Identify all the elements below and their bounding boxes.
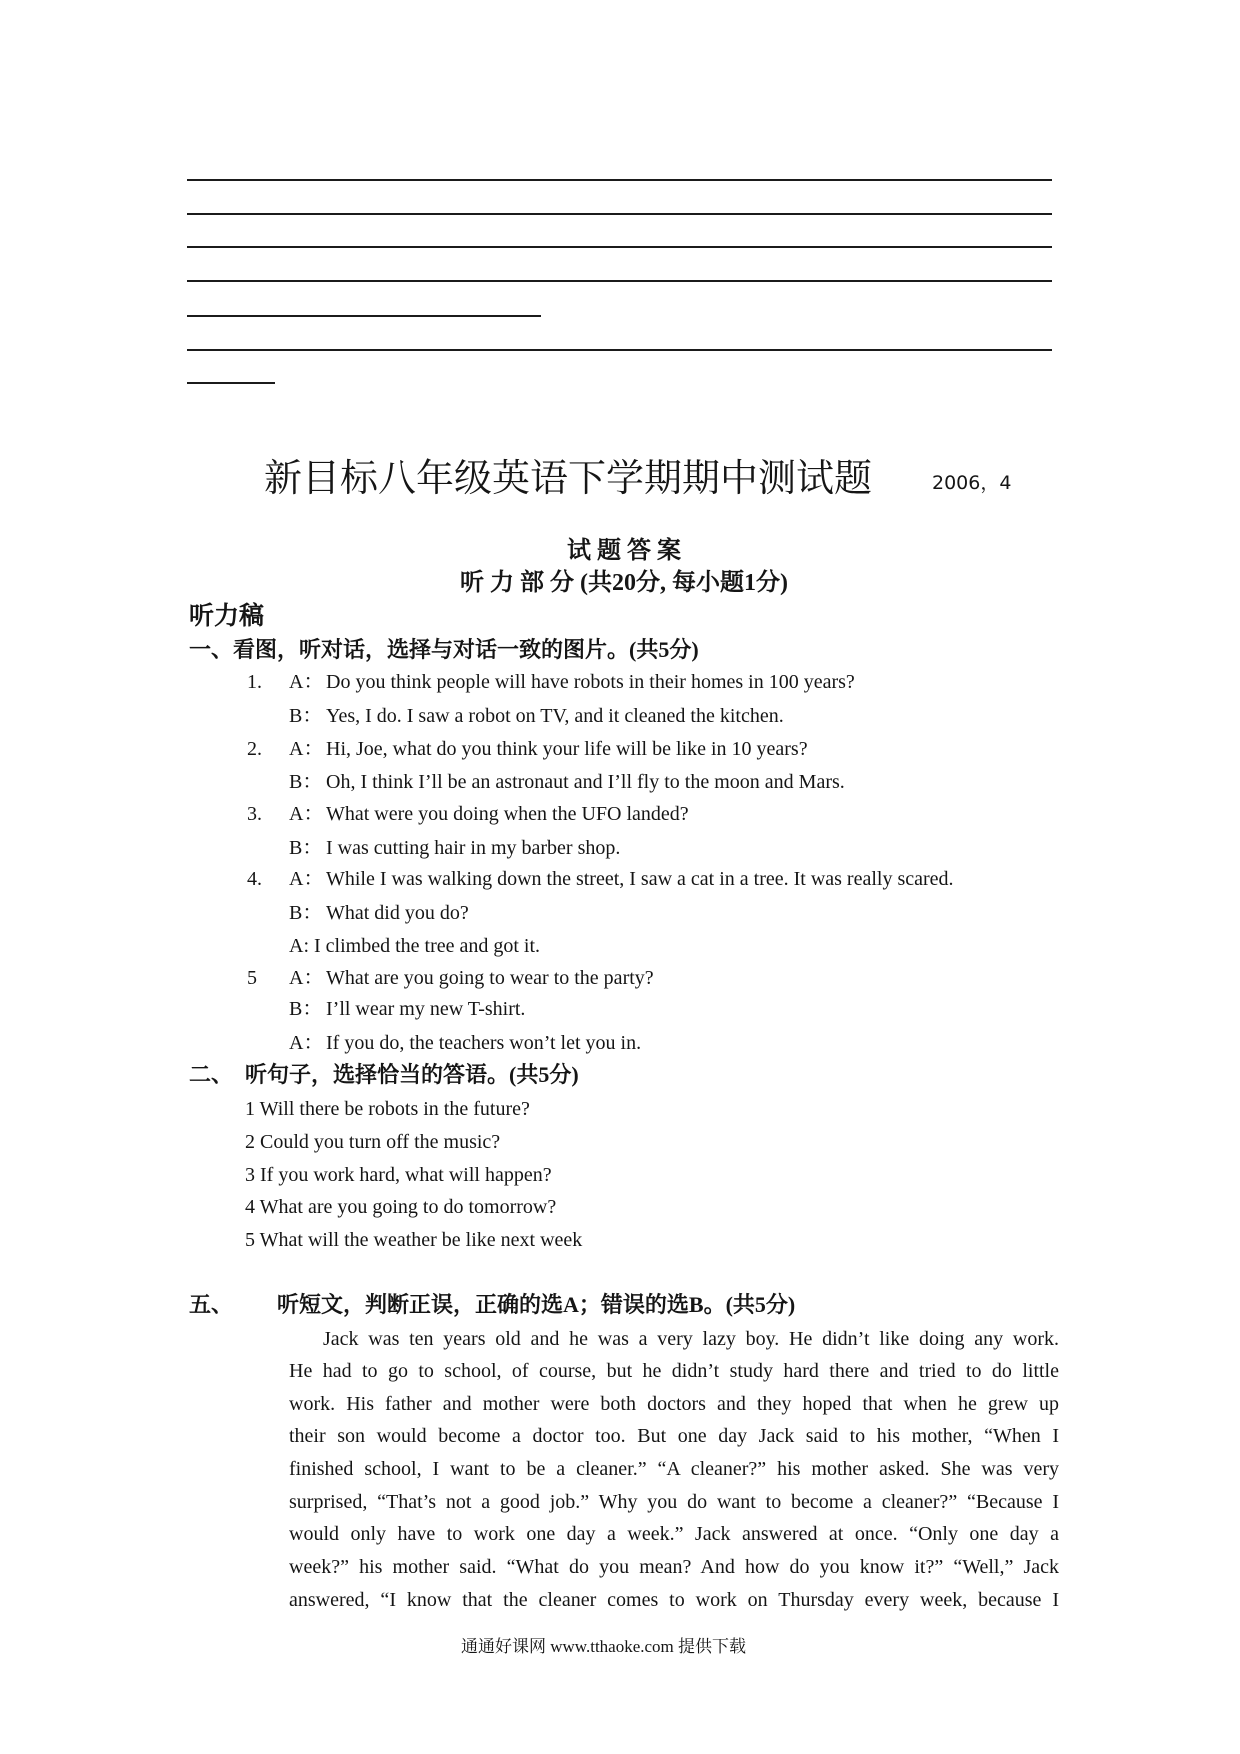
writing-line: [187, 349, 1052, 351]
writing-line: [187, 246, 1052, 248]
listening-heading: 听 力 部 分 (共20分, 每小题1分): [460, 570, 788, 596]
dialog-text: While I was walking down the street, I saw a cat in a tree. It was really scared.: [326, 868, 954, 890]
dialog-text: Oh, I think I’ll be an astronaut and I’ll fly to the moon and Mars.: [326, 771, 845, 793]
transcript-label: 听力稿: [189, 603, 265, 630]
writing-line: [187, 280, 1052, 282]
passage-line: Jack was ten years old and he was a very lazy boy. He didn’t like doing any work.: [323, 1328, 1059, 1350]
part2-number: 二、: [189, 1062, 234, 1087]
speaker-label: A：: [289, 1032, 324, 1054]
exam-date: 2006，4: [932, 472, 1012, 494]
dialog-line: [0, 703, 1240, 729]
dialog-text: Yes, I do. I saw a robot on TV, and it cleaned the kitchen.: [326, 705, 784, 727]
passage-line: would only have to work one day a week.” Jack answered at once. “Only one day a: [289, 1523, 1059, 1545]
dialog-text: I’ll wear my new T-shirt.: [326, 998, 526, 1020]
listening-sentence: 1 Will there be robots in the future?: [245, 1098, 530, 1120]
dialog-line: [0, 933, 1240, 959]
dialog-text: What were you doing when the UFO landed?: [326, 803, 689, 825]
dialog-text: If you do, the teachers won’t let you in.: [326, 1032, 642, 1054]
dialog-text: What did you do?: [326, 902, 469, 924]
passage-line: answered, “I know that the cleaner comes to work on Thursday every week, because I: [289, 1589, 1059, 1611]
item-number: 4.: [247, 868, 262, 890]
writing-line: [187, 179, 1052, 181]
item-number: 1.: [247, 671, 262, 693]
dialog-line: [0, 801, 1240, 827]
dialog-text: I was cutting hair in my barber shop.: [326, 837, 621, 859]
page-footer: 通通好课网 www.tthaoke.com 提供下载: [461, 1637, 747, 1656]
part5-number: 五、: [189, 1292, 234, 1317]
speaker-label: B：: [289, 771, 323, 793]
dialog-text: Hi, Joe, what do you think your life will be like in 10 years?: [326, 738, 808, 760]
writing-line: [187, 382, 275, 384]
speaker-label: A：: [289, 738, 324, 760]
listening-sentence: 3 If you work hard, what will happen?: [245, 1164, 552, 1186]
speaker-label: B：: [289, 902, 323, 924]
passage-line: their son would become a doctor too. But one day Jack said to his mother, “When I: [289, 1425, 1059, 1447]
speaker-label: A：: [289, 803, 324, 825]
passage-line: finished school, I want to be a cleaner.” “A cleaner?” his mother asked. She was very: [289, 1458, 1059, 1480]
dialog-line: [0, 835, 1240, 861]
passage-line: surprised, “That’s not a good job.” Why you do want to become a cleaner?” “Because I: [289, 1491, 1059, 1513]
speaker-label: A：: [289, 671, 324, 693]
speaker-label: B：: [289, 837, 323, 859]
listening-sentence: 5 What will the weather be like next week: [245, 1229, 583, 1251]
dialog-line: [0, 900, 1240, 926]
part5-heading: 听短文，判断正误，正确的选A；错误的选B。(共5分): [277, 1292, 796, 1317]
writing-line: [187, 315, 541, 317]
dialog-line: [0, 965, 1240, 991]
speaker-label: A：: [289, 967, 324, 989]
item-number: 2.: [247, 738, 262, 760]
answers-heading: 试 题 答 案: [567, 538, 681, 564]
dialog-line: [0, 866, 1240, 892]
part2-heading: 听句子，选择恰当的答语。(共5分): [245, 1062, 579, 1087]
dialog-text: What are you going to wear to the party?: [326, 967, 654, 989]
dialog-line: [0, 1030, 1240, 1056]
speaker-label: B：: [289, 998, 323, 1020]
exam-title: 新目标八年级英语下学期期中测试题: [264, 456, 873, 500]
dialog-line: [0, 769, 1240, 795]
part1-heading: 一、看图，听对话，选择与对话一致的图片。(共5分): [189, 637, 699, 662]
passage-line: week?” his mother said. “What do you mean? And how do you know it?” “Well,” Jack: [289, 1556, 1059, 1578]
dialog-text: Do you think people will have robots in their homes in 100 years?: [326, 671, 855, 693]
listening-sentence: 4 What are you going to do tomorrow?: [245, 1196, 557, 1218]
passage-line: work. His father and mother were both doctors and they hoped that when he grew up: [289, 1393, 1059, 1415]
listening-sentence: 2 Could you turn off the music?: [245, 1131, 501, 1153]
writing-line: [187, 213, 1052, 215]
speaker-label: A：: [289, 868, 324, 890]
passage-line: He had to go to school, of course, but he didn’t study hard there and tried to do little: [289, 1360, 1059, 1382]
dialog-line: [0, 736, 1240, 762]
speaker-label: B：: [289, 705, 323, 727]
item-number: 5: [247, 967, 257, 989]
item-number: 3.: [247, 803, 262, 825]
dialog-line: [0, 669, 1240, 695]
dialog-text: A: I climbed the tree and got it.: [289, 935, 541, 957]
dialog-line: [0, 996, 1240, 1022]
